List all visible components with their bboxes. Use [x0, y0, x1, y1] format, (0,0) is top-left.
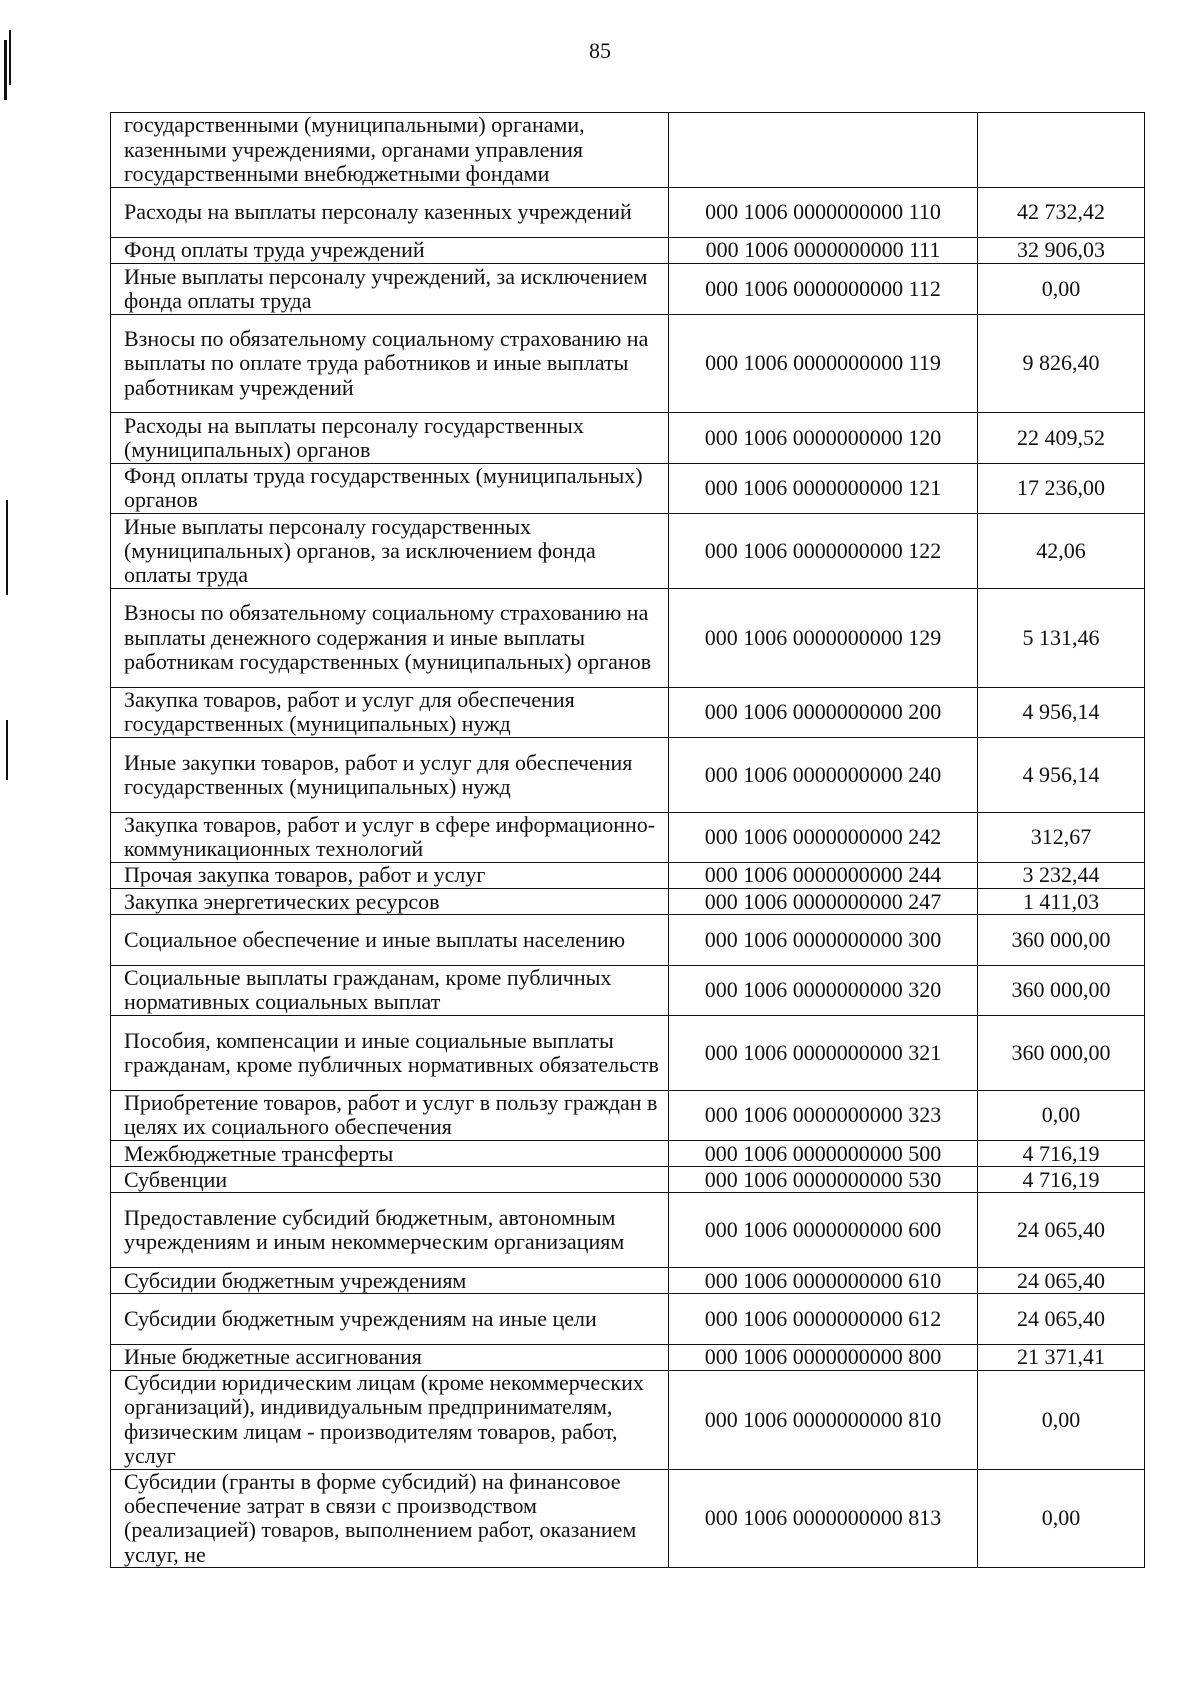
- table-row: [111, 1294, 1145, 1344]
- table-row: [111, 965, 1145, 1015]
- row-value-cell: 0,00: [978, 1090, 1145, 1140]
- row-name-cell: Субсидии бюджетным учреждениям: [111, 1268, 669, 1294]
- table-row: [111, 588, 1145, 687]
- row-code-cell: 000 1006 0000000000 320: [669, 965, 978, 1015]
- row-name-cell: Фонд оплаты труда государственных (муниципальных) органов: [111, 463, 669, 513]
- row-code-cell: 000 1006 0000000000 610: [669, 1268, 978, 1294]
- row-value-cell: 0,00: [978, 264, 1145, 314]
- row-value-cell: 360 000,00: [978, 915, 1145, 965]
- table-row: [111, 1193, 1145, 1268]
- row-code-cell: 000 1006 0000000000 612: [669, 1294, 978, 1344]
- row-value-cell: 42,06: [978, 514, 1145, 589]
- table-row: [111, 264, 1145, 314]
- row-value-cell: 312,67: [978, 812, 1145, 862]
- row-code-cell: 000 1006 0000000000 323: [669, 1090, 978, 1140]
- row-name-cell: Субсидии бюджетным учреждениям на иные цели: [111, 1294, 669, 1344]
- row-value-cell: 17 236,00: [978, 463, 1145, 513]
- row-code-cell: 000 1006 0000000000 300: [669, 915, 978, 965]
- row-code-cell: 000 1006 0000000000 247: [669, 889, 978, 915]
- table-row: [111, 314, 1145, 413]
- row-code-cell: 000 1006 0000000000 600: [669, 1193, 978, 1268]
- table-row: [111, 889, 1145, 915]
- row-name-cell: Субсидии (гранты в форме субсидий) на финансовое обеспечение затрат в связи с производством (реализацией) товаров, выполнением работ, оказанием услуг, не: [111, 1469, 669, 1568]
- row-value-cell: 9 826,40: [978, 314, 1145, 413]
- row-code-cell: 000 1006 0000000000 810: [669, 1370, 978, 1469]
- row-code-cell: 000 1006 0000000000 112: [669, 264, 978, 314]
- row-name-cell: Приобретение товаров, работ и услуг в пользу граждан в целях их социального обеспечения: [111, 1090, 669, 1140]
- table-row: [111, 1016, 1145, 1091]
- row-value-cell: 4 716,19: [978, 1167, 1145, 1193]
- row-value-cell: 24 065,40: [978, 1193, 1145, 1268]
- row-name-cell: Иные закупки товаров, работ и услуг для обеспечения государственных (муниципальных) нужд: [111, 737, 669, 812]
- row-value-cell: 0,00: [978, 1370, 1145, 1469]
- table-row: [111, 1370, 1145, 1469]
- table-row: [111, 737, 1145, 812]
- table-row: [111, 1268, 1145, 1294]
- scan-edge-line: [6, 500, 8, 595]
- row-name-cell: Субвенции: [111, 1167, 669, 1193]
- row-name-cell: Иные выплаты персоналу государственных (муниципальных) органов, за исключением фонда оплаты труда: [111, 514, 669, 589]
- row-value-cell: 5 131,46: [978, 588, 1145, 687]
- row-value-cell: 360 000,00: [978, 965, 1145, 1015]
- row-code-cell: 000 1006 0000000000 129: [669, 588, 978, 687]
- page-number: 85: [589, 38, 611, 63]
- row-code-cell: [669, 113, 978, 188]
- row-name-cell: Расходы на выплаты персоналу казенных учреждений: [111, 187, 669, 237]
- table-row: [111, 187, 1145, 237]
- row-code-cell: 000 1006 0000000000 119: [669, 314, 978, 413]
- row-code-cell: 000 1006 0000000000 244: [669, 862, 978, 888]
- row-name-cell: Предоставление субсидий бюджетным, автономным учреждениям и иным некоммерческим организациям: [111, 1193, 669, 1268]
- row-code-cell: 000 1006 0000000000 110: [669, 187, 978, 237]
- row-name-cell: Прочая закупка товаров, работ и услуг: [111, 862, 669, 888]
- row-value-cell: 32 906,03: [978, 237, 1145, 263]
- row-name-cell: Закупка энергетических ресурсов: [111, 889, 669, 915]
- row-value-cell: 0,00: [978, 1469, 1145, 1568]
- row-code-cell: 000 1006 0000000000 121: [669, 463, 978, 513]
- row-value-cell: 1 411,03: [978, 889, 1145, 915]
- row-code-cell: 000 1006 0000000000 120: [669, 413, 978, 463]
- row-name-cell: Расходы на выплаты персоналу государственных (муниципальных) органов: [111, 413, 669, 463]
- row-name-cell: Иные выплаты персоналу учреждений, за исключением фонда оплаты труда: [111, 264, 669, 314]
- row-code-cell: 000 1006 0000000000 500: [669, 1141, 978, 1167]
- row-name-cell: Иные бюджетные ассигнования: [111, 1344, 669, 1370]
- table-row: [111, 237, 1145, 263]
- row-code-cell: 000 1006 0000000000 240: [669, 737, 978, 812]
- row-value-cell: 24 065,40: [978, 1268, 1145, 1294]
- row-name-cell: Закупка товаров, работ и услуг в сфере информационно-коммуникационных технологий: [111, 812, 669, 862]
- row-name-cell: Закупка товаров, работ и услуг для обеспечения государственных (муниципальных) нужд: [111, 687, 669, 737]
- table-row: [111, 1141, 1145, 1167]
- row-name-cell: Взносы по обязательному социальному страхованию на выплаты денежного содержания и иные выплаты работникам государственных (муниципальных) органов: [111, 588, 669, 687]
- row-code-cell: 000 1006 0000000000 122: [669, 514, 978, 589]
- table-row: [111, 1344, 1145, 1370]
- row-code-cell: 000 1006 0000000000 200: [669, 687, 978, 737]
- row-name-cell: Социальное обеспечение и иные выплаты населению: [111, 915, 669, 965]
- row-name-cell: Социальные выплаты гражданам, кроме публичных нормативных социальных выплат: [111, 965, 669, 1015]
- row-name-cell: государственными (муниципальными) органами, казенными учреждениями, органами управления государственными внебюджетными фондами: [111, 113, 669, 188]
- row-name-cell: Взносы по обязательному социальному страхованию на выплаты по оплате труда работников и иные выплаты работникам учреждений: [111, 314, 669, 413]
- table-row: [111, 1469, 1145, 1568]
- table-row: [111, 113, 1145, 188]
- budget-table: [110, 112, 1145, 1568]
- table-row: [111, 915, 1145, 965]
- scan-edge-line: [9, 30, 11, 85]
- budget-table-body: [111, 113, 1145, 1568]
- scan-edge-line: [6, 720, 8, 780]
- row-code-cell: 000 1006 0000000000 321: [669, 1016, 978, 1091]
- row-value-cell: 4 716,19: [978, 1141, 1145, 1167]
- table-row: [111, 862, 1145, 888]
- table-row: [111, 687, 1145, 737]
- table-row: [111, 1167, 1145, 1193]
- row-value-cell: 42 732,42: [978, 187, 1145, 237]
- row-name-cell: Пособия, компенсации и иные социальные выплаты гражданам, кроме публичных нормативных обязательств: [111, 1016, 669, 1091]
- table-row: [111, 514, 1145, 589]
- row-value-cell: 4 956,14: [978, 687, 1145, 737]
- row-value-cell: 4 956,14: [978, 737, 1145, 812]
- table-row: [111, 463, 1145, 513]
- row-value-cell: 22 409,52: [978, 413, 1145, 463]
- row-code-cell: 000 1006 0000000000 530: [669, 1167, 978, 1193]
- row-value-cell: 24 065,40: [978, 1294, 1145, 1344]
- row-value-cell: 3 232,44: [978, 862, 1145, 888]
- scan-edge-line: [4, 40, 7, 100]
- row-code-cell: 000 1006 0000000000 813: [669, 1469, 978, 1568]
- table-row: [111, 812, 1145, 862]
- row-value-cell: [978, 113, 1145, 188]
- table-row: [111, 1090, 1145, 1140]
- row-code-cell: 000 1006 0000000000 800: [669, 1344, 978, 1370]
- table-row: [111, 413, 1145, 463]
- row-name-cell: Межбюджетные трансферты: [111, 1141, 669, 1167]
- row-value-cell: 21 371,41: [978, 1344, 1145, 1370]
- row-name-cell: Фонд оплаты труда учреждений: [111, 237, 669, 263]
- row-code-cell: 000 1006 0000000000 242: [669, 812, 978, 862]
- row-code-cell: 000 1006 0000000000 111: [669, 237, 978, 263]
- row-name-cell: Субсидии юридическим лицам (кроме некоммерческих организаций), индивидуальным предпринимателям, физическим лицам - производителям товаров, работ, услуг: [111, 1370, 669, 1469]
- row-value-cell: 360 000,00: [978, 1016, 1145, 1091]
